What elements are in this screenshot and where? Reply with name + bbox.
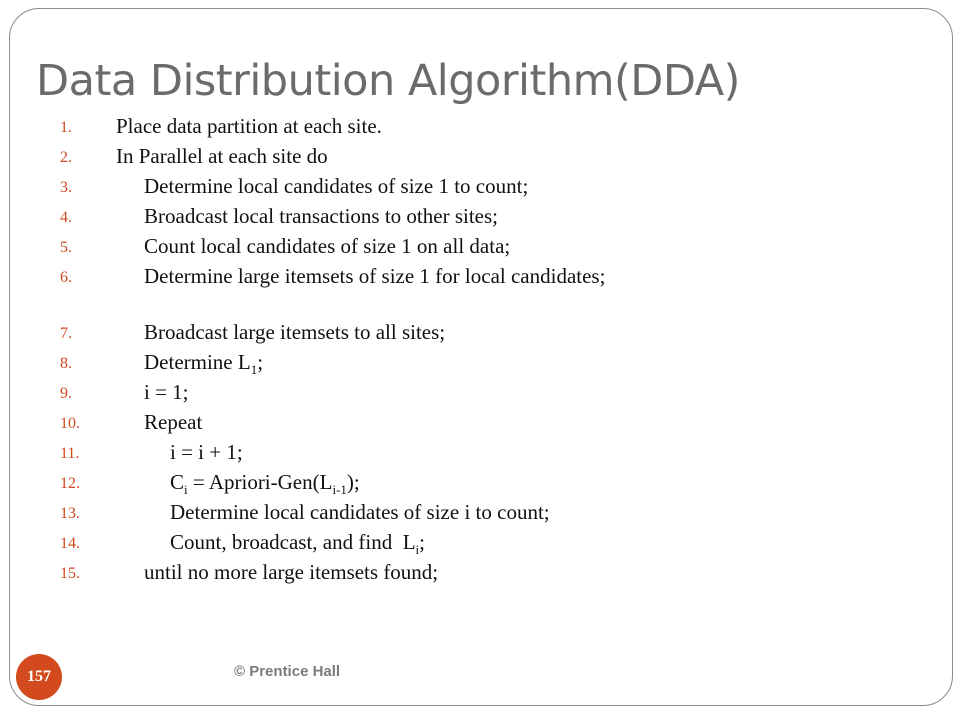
algorithm-steps <box>0 112 940 588</box>
step-text: until no more large itemsets found; <box>144 560 439 584</box>
step-text: In Parallel at each site do <box>116 144 328 168</box>
step-3 <box>0 172 940 202</box>
subscript: i <box>184 482 188 498</box>
step-text: Determine local candidates of size 1 to count; <box>144 174 529 198</box>
step-11 <box>0 438 940 468</box>
step-text-before: Determine L <box>144 350 251 374</box>
step-number: 3. <box>60 179 72 196</box>
step-2 <box>0 142 940 172</box>
step-8 <box>0 348 940 378</box>
step-text <box>116 348 263 377</box>
step-text: i = i + 1; <box>170 440 243 464</box>
page-number-badge <box>16 654 62 700</box>
step-text-mid: = Apriori-Gen(L <box>187 470 333 494</box>
step-text <box>116 468 360 497</box>
step-14 <box>0 528 940 558</box>
step-number: 8. <box>60 355 72 372</box>
step-5 <box>0 232 940 262</box>
step-text <box>116 528 425 557</box>
c-symbol: C <box>170 470 185 494</box>
step-number: 14. <box>60 535 80 552</box>
step-1 <box>0 112 940 142</box>
step-number: 12. <box>60 475 80 492</box>
step-number: 1. <box>60 119 72 136</box>
step-text: Place data partition at each site. <box>116 114 382 138</box>
step-text: Repeat <box>144 410 203 434</box>
step-text-after: ; <box>257 350 264 374</box>
step-number: 2. <box>60 149 72 166</box>
subscript: i <box>415 542 420 558</box>
step-13 <box>0 498 940 528</box>
step-6 <box>0 262 940 318</box>
step-10 <box>0 408 940 438</box>
step-7 <box>0 318 940 348</box>
step-text <box>116 262 616 287</box>
step-12 <box>0 468 940 498</box>
step-text: i = 1; <box>144 380 189 404</box>
step-15 <box>0 558 940 588</box>
subscript: i-1 <box>332 482 347 498</box>
subscript: 1 <box>250 362 258 378</box>
step-number: 9. <box>60 385 72 402</box>
step-number: 6. <box>60 269 72 286</box>
step-text: Broadcast local transactions to other sites; <box>144 204 498 228</box>
step-text-after: ; <box>419 530 425 554</box>
step-number: 10. <box>60 415 80 432</box>
step-number: 5. <box>60 239 72 256</box>
step-text: Count local candidates of size 1 on all data; <box>144 234 511 258</box>
step-number: 15. <box>60 565 80 582</box>
step-number: 13. <box>60 505 80 522</box>
copyright-footer: © Prentice Hall <box>234 663 341 680</box>
step-text-content: Determine large itemsets of size 1 for local candidates; <box>144 264 606 288</box>
step-text: Broadcast large itemsets to all sites; <box>144 320 446 344</box>
step-9 <box>0 378 940 408</box>
page-number: 157 <box>27 668 51 685</box>
step-number: 7. <box>60 325 72 342</box>
step-text-end: ); <box>346 470 360 494</box>
step-number: 11. <box>60 445 80 462</box>
step-text-before: Count, broadcast, and find L <box>170 530 416 554</box>
slide-title: Data Distribution Algorithm(DDA) <box>36 56 740 106</box>
step-number: 4. <box>60 209 72 226</box>
step-text: Determine local candidates of size i to count; <box>170 500 550 524</box>
step-4 <box>0 202 940 232</box>
